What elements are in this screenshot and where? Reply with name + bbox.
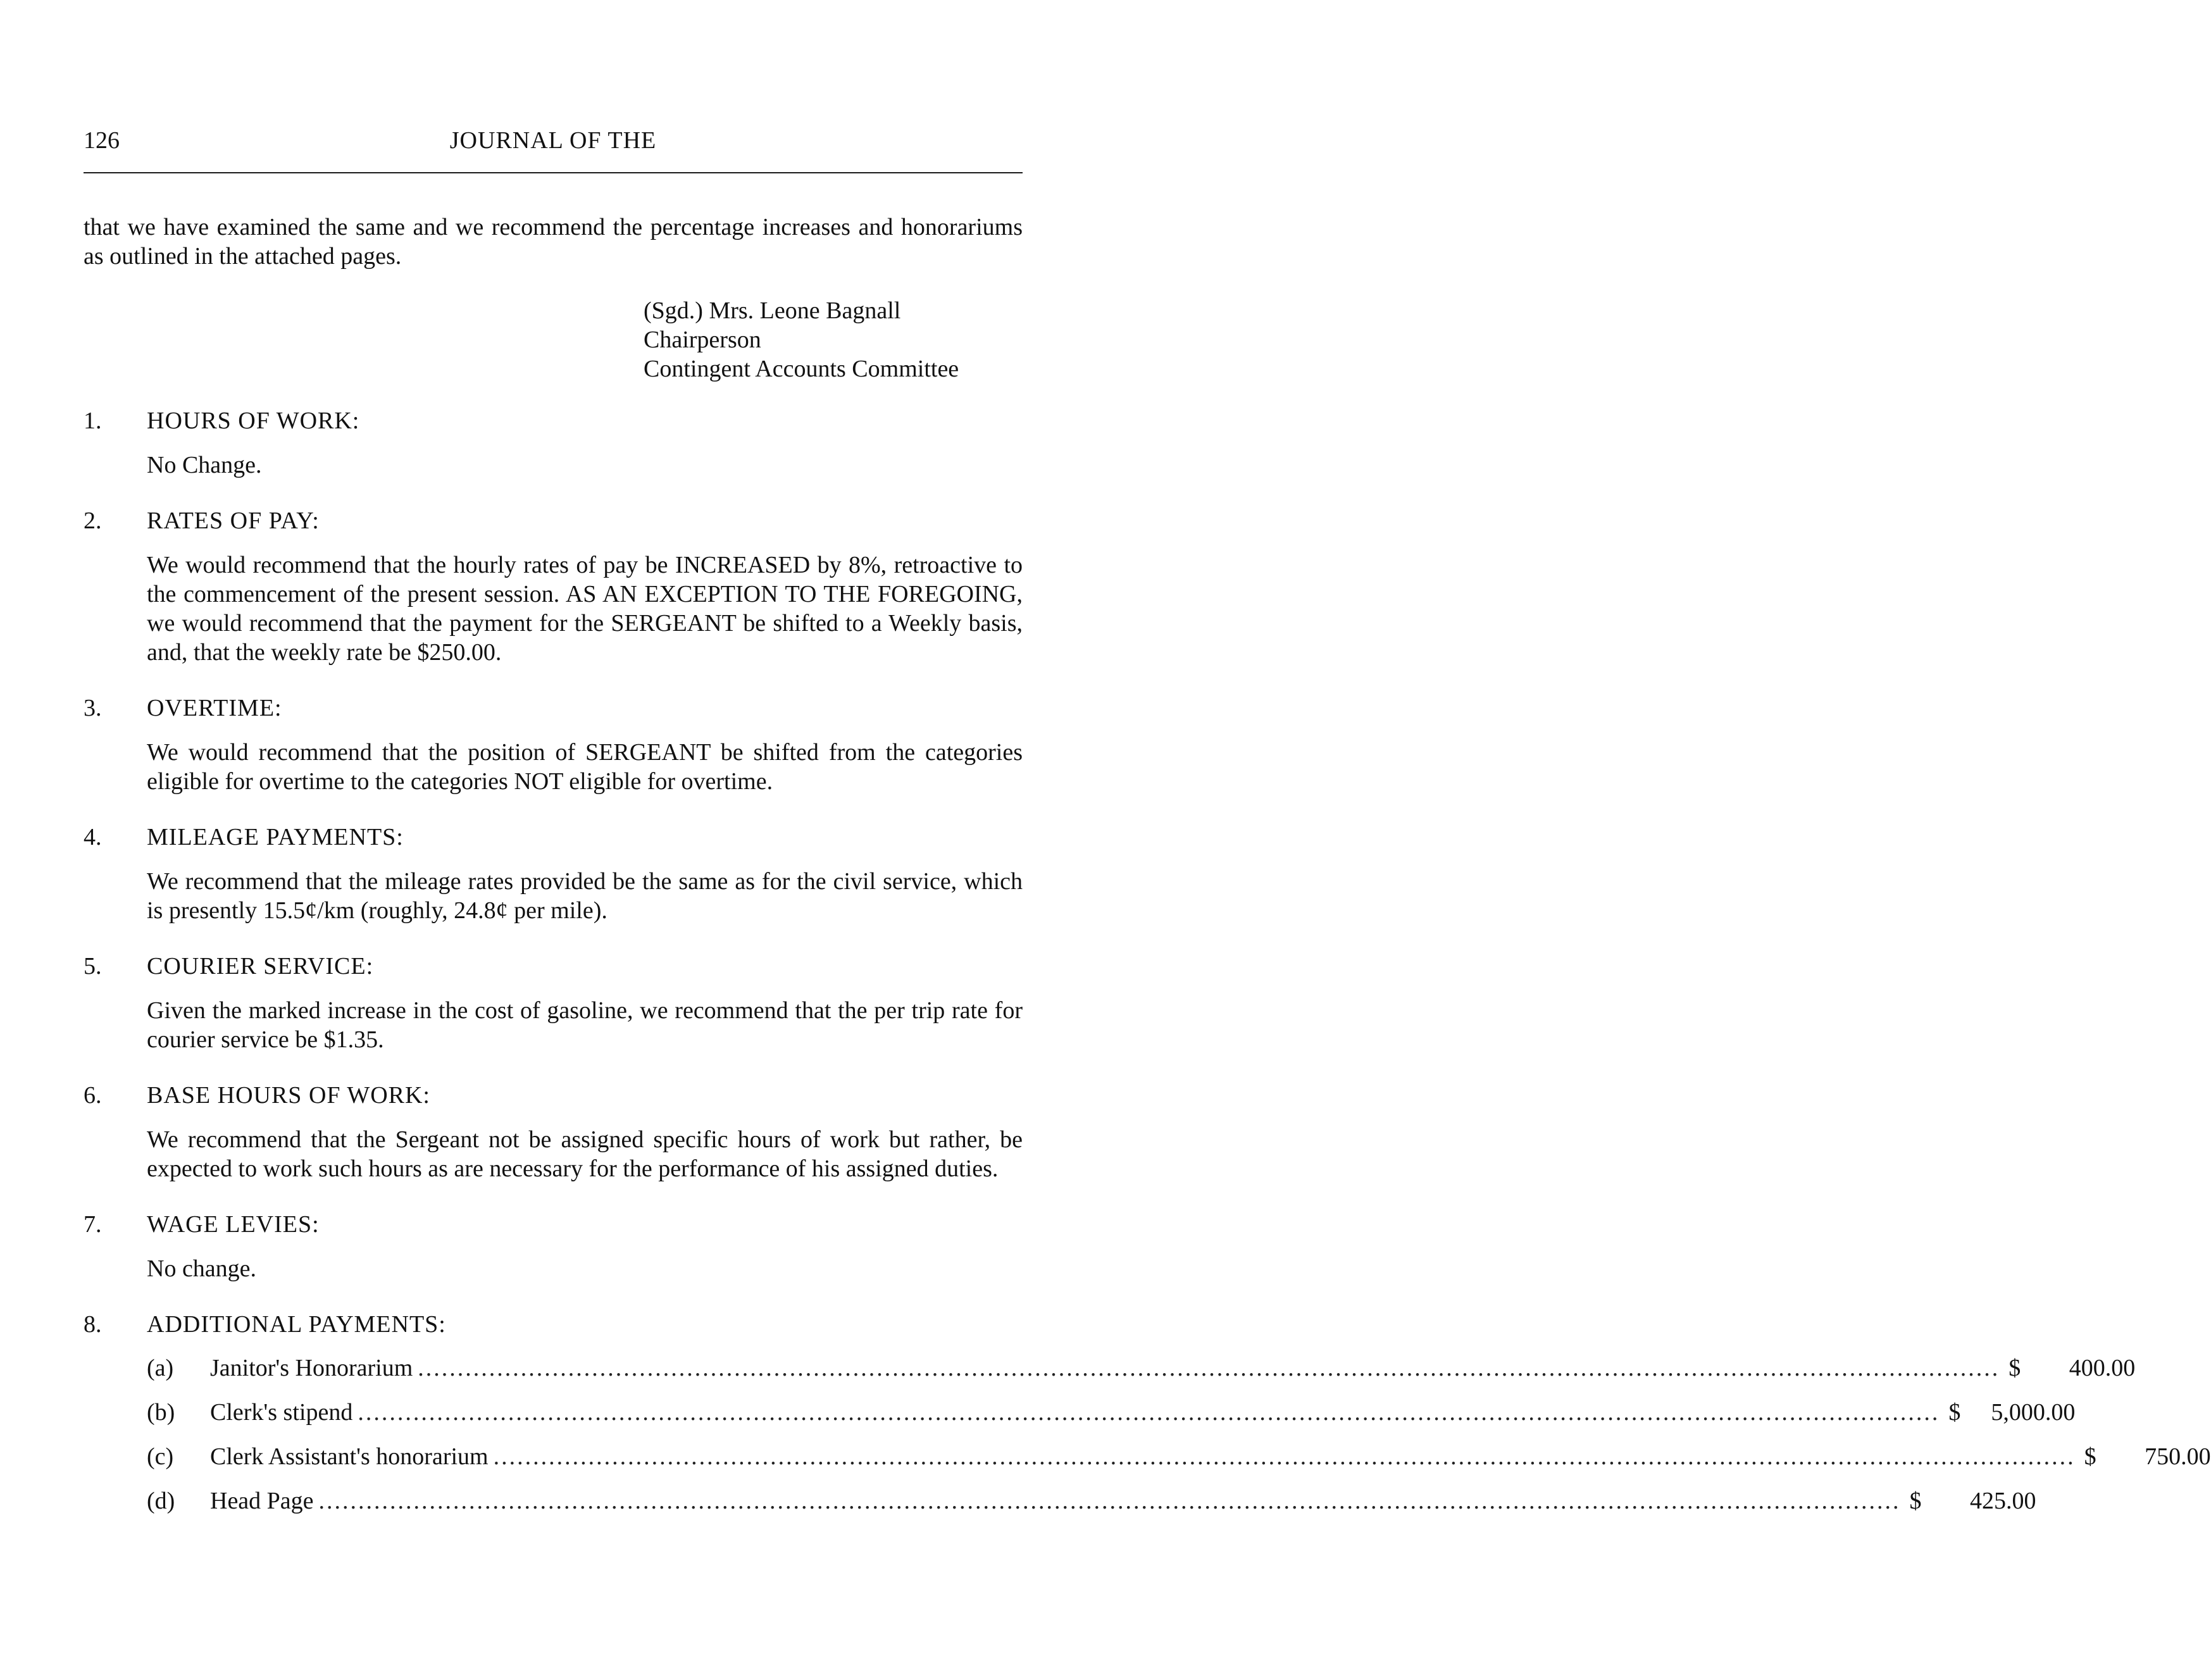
amount-value: 425.00 (1970, 1488, 2036, 1514)
section-hours-of-work (84, 406, 1023, 480)
currency-symbol: $ (1909, 1488, 1922, 1514)
section-courier-service (84, 952, 1023, 1054)
section-heading: HOURS OF WORK: (147, 408, 360, 434)
signature-title: Chairperson (644, 327, 761, 353)
section-body: We would recommend that the hourly rates of pay be INCREASED by 8%, retroactive to the commencement of the present session. AS AN EXCEPTION TO THE FOREGOING, we would recommend that the payment for the SERGEANT be shifted to a Weekly basis, and, that the weekly rate be $250.00. (147, 552, 1023, 666)
payment-letter: (b) (147, 1399, 175, 1426)
payment-row (147, 1398, 2076, 1443)
section-body: Given the marked increase in the cost of gasoline, we recommend that the per trip rate for courier service be $1.35. (147, 997, 1023, 1053)
section-heading: COURIER SERVICE: (147, 953, 374, 980)
payment-row (147, 1354, 2136, 1398)
section-body: We would recommend that the position of SERGEANT be shifted from the categories eligible for overtime to the categories NOT eligible for overtime. (147, 739, 1023, 795)
payment-amount (1948, 1398, 2075, 1426)
currency-symbol: $ (1948, 1399, 1961, 1426)
section-rates-of-pay (84, 506, 1023, 667)
payment-label: Janitor's Honorarium (210, 1355, 413, 1381)
amount-value: 400.00 (2069, 1355, 2136, 1381)
currency-symbol: $ (2084, 1443, 2096, 1470)
payment-amount (1910, 1487, 2036, 1515)
dot-leader: ........................................................................................................................................................................................................ (318, 1488, 1901, 1514)
payment-row (147, 1487, 2036, 1531)
section-number: 4. (84, 824, 102, 850)
payment-label: Clerk's stipend (210, 1399, 353, 1426)
section-number: 7. (84, 1211, 102, 1238)
payment-letter: (a) (147, 1355, 174, 1381)
payment-letter: (c) (147, 1443, 174, 1470)
payment-amount (2084, 1443, 2211, 1471)
dot-leader: ........................................................................................................................................................................................................ (418, 1355, 2000, 1381)
dot-leader: ........................................................................................................................................................................................................ (358, 1399, 1940, 1426)
section-number: 2. (84, 507, 102, 534)
amount-value: 5,000.00 (1991, 1399, 2076, 1426)
section-number: 5. (84, 953, 102, 980)
section-mileage-payments (84, 823, 1023, 925)
dot-leader: ........................................................................................................................................................................................................ (493, 1443, 2076, 1470)
page-number: 126 (84, 127, 120, 154)
currency-symbol: $ (2009, 1355, 2021, 1381)
section-body: No Change. (147, 452, 262, 478)
signature-block (644, 296, 959, 383)
running-title: JOURNAL OF THE (449, 127, 657, 154)
payment-label: Clerk Assistant's honorarium (210, 1443, 489, 1470)
section-heading: ADDITIONAL PAYMENTS: (147, 1311, 446, 1338)
signature-committee: Contingent Accounts Committee (644, 356, 959, 382)
section-number: 1. (84, 408, 102, 434)
recommendations-list (84, 406, 2211, 1558)
section-base-hours-of-work (84, 1081, 1023, 1183)
section-body: We recommend that the Sergeant not be assigned specific hours of work but rather, be expected to work such hours as are necessary for the performance of his assigned duties. (147, 1126, 1023, 1182)
payment-letter: (d) (147, 1488, 175, 1514)
section-wage-levies (84, 1210, 1023, 1283)
payment-label: Head Page (210, 1488, 314, 1514)
section-heading: WAGE LEVIES: (147, 1211, 320, 1238)
header-divider (84, 172, 1023, 173)
payment-row (147, 1443, 2211, 1487)
section-heading: BASE HOURS OF WORK: (147, 1082, 430, 1109)
page-header (84, 127, 1023, 165)
amount-value: 750.00 (2145, 1443, 2211, 1470)
section-additional-payments (84, 1310, 2211, 1531)
signature-name: (Sgd.) Mrs. Leone Bagnall (644, 297, 901, 324)
intro-paragraph: that we have examined the same and we recommend the percentage increases and honorariums as outlined in the attached pages. (84, 214, 1023, 270)
section-number: 6. (84, 1082, 102, 1109)
section-heading: RATES OF PAY: (147, 507, 320, 534)
section-overtime (84, 694, 1023, 796)
section-body: No change. (147, 1255, 257, 1282)
section-heading: MILEAGE PAYMENTS: (147, 824, 404, 850)
section-number: 8. (84, 1311, 102, 1338)
payments-list (147, 1354, 2211, 1531)
payment-amount (2009, 1354, 2135, 1382)
section-number: 3. (84, 695, 102, 721)
section-body: We recommend that the mileage rates provided be the same as for the civil service, which is presently 15.5¢/km (roughly, 24.8¢ per mile). (147, 868, 1023, 924)
section-heading: OVERTIME: (147, 695, 282, 721)
